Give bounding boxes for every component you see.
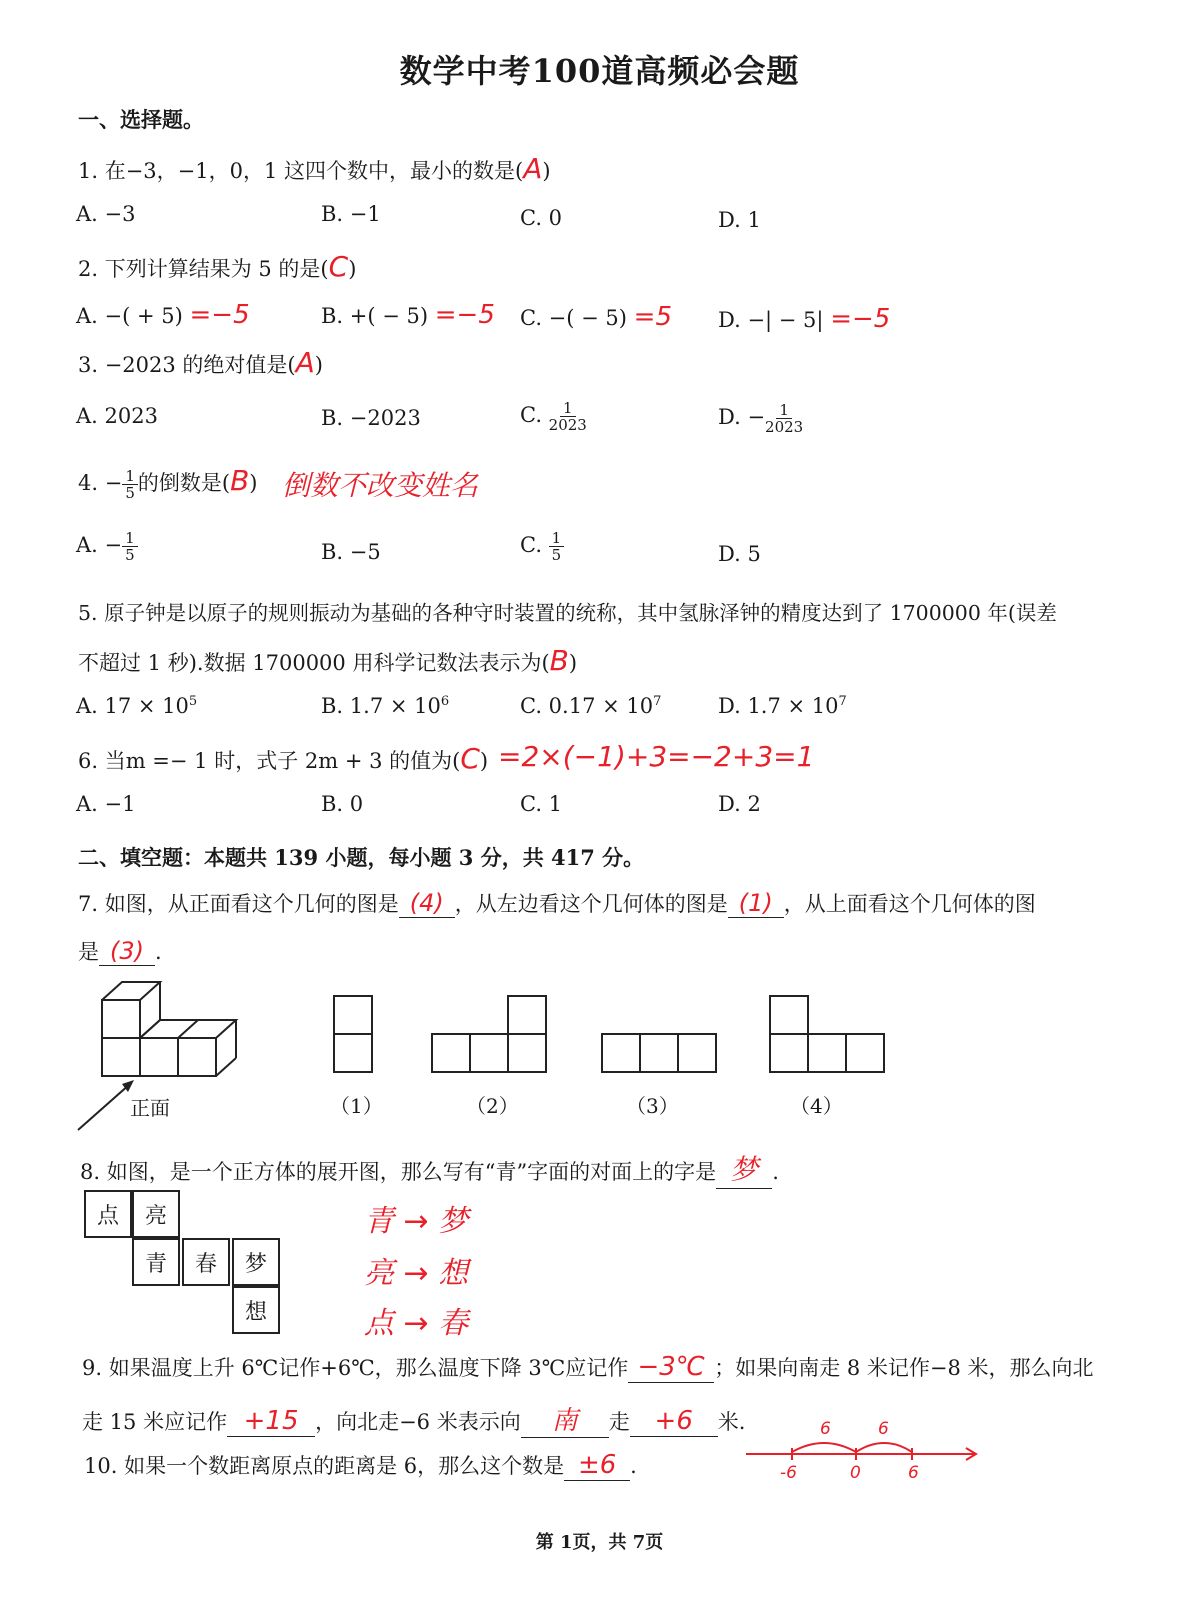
number-line (740, 1412, 990, 1484)
option-a: A. −( + 5) =−5 (76, 300, 250, 330)
handwritten-note: =−5 (434, 300, 495, 330)
question-stem: 3. −2023 的绝对值是( (78, 353, 296, 377)
option-c: C. 0 (520, 206, 563, 230)
section-heading-choice: 一、选择题。 (78, 107, 204, 132)
option-d: D. − $\frac{1}{2023}$ (718, 401, 804, 436)
handwritten-answer: C (460, 742, 480, 775)
handwritten-note: 青 → 梦 (364, 1204, 469, 1239)
handwritten-note: 倒数不改变姓名 (282, 469, 479, 502)
handwritten-answer: B (230, 464, 250, 497)
option-a: A. − $\frac{1}{5}$ (76, 530, 138, 563)
arc-label: 6 (878, 1419, 889, 1439)
question-1: 1. 在−3，−1，0，1 这四个数中，最小的数是(A) (78, 152, 551, 185)
option-a: A. $17 \times 10^5$ (76, 694, 198, 718)
page-footer: 第 1页，共 7页 (535, 1532, 664, 1553)
handwritten-note: =−5 (189, 300, 250, 330)
option-c: C. $0.17 \times 10^7$ (520, 694, 662, 718)
handwritten-answer: +15 (243, 1406, 299, 1436)
view-4 (768, 994, 888, 1074)
view-label-4: （4） (790, 1094, 843, 1118)
option-a: A. −3 (76, 202, 136, 226)
tick-label: 6 (908, 1463, 919, 1483)
view-label-1: （1） (330, 1094, 383, 1118)
option-b: B. −2023 (321, 406, 421, 430)
option-b: B. $1.7 \times 10^6$ (321, 694, 450, 718)
tick-label: 0 (850, 1463, 861, 1483)
option-c: C. 1 (520, 792, 563, 816)
question-4: 4. − $\frac{1}{5}$ 的倒数是(B) (78, 464, 258, 502)
option-b: B. −5 (321, 540, 381, 564)
handwritten-answer: ±6 (577, 1450, 617, 1480)
option-c: C. $\frac{1}{5}$ (520, 530, 564, 563)
option-c: C. $\frac{1}{2023}$ (520, 399, 587, 434)
handwritten-answer: (3) (110, 937, 144, 965)
view-1 (332, 994, 376, 1074)
option-d: D. 1 (718, 208, 761, 232)
question-9-line-2: 走 15 米应记作 +15 ，向北走−6 米表示向 南 走 +6 米. (82, 1400, 745, 1438)
handwritten-answer: B (549, 644, 569, 677)
question-2: 2. 下列计算结果为 5 的是(C) (78, 250, 357, 283)
handwritten-note: =5 (633, 302, 672, 332)
handwritten-answer: A (295, 346, 315, 379)
question-7-line-2: 是 (3) . (78, 937, 162, 965)
handwritten-answer: +6 (654, 1406, 693, 1436)
handwritten-answer: −3℃ (637, 1352, 705, 1382)
option-b: B. −1 (321, 202, 381, 226)
front-arrow (78, 1084, 130, 1130)
option-b: B. 0 (321, 792, 364, 816)
arc-label: 6 (820, 1419, 831, 1439)
view-3 (600, 1032, 720, 1074)
handwritten-answer: 南 (551, 1406, 578, 1436)
option-d: D. 5 (718, 542, 761, 566)
question-3: 3. −2023 的绝对值是(A) (78, 346, 323, 379)
question-9-line-1: 9. 如果温度上升 6℃记作+6℃，那么温度下降 3℃应记作 −3℃ ；如果向南走 8 米记作−8 米，那么向北 (82, 1352, 1094, 1382)
option-c: C. −( − 5) =5 (520, 302, 672, 332)
handwritten-answer: (1) (738, 889, 773, 917)
option-d: D. −| − 5| =−5 (718, 304, 891, 334)
handwritten-note: 亮 → 想 (364, 1256, 469, 1291)
question-10: 10. 如果一个数距离原点的距离是 6，那么这个数是 ±6 . (84, 1450, 637, 1480)
view-label-3: （3） (626, 1094, 679, 1118)
question-5-line-1: 5. 原子钟是以原子的规则振动为基础的各种守时装置的统称，其中氢脉泽钟的精度达到了 1700000 年(误差 (78, 601, 1057, 625)
question-6: 6. 当m =− 1 时，式子 2m + 3 的值为(C) (78, 742, 489, 775)
net-cell: 亮 (132, 1190, 180, 1238)
handwritten-answer: (4) (409, 889, 444, 917)
handwritten-note: 点 → 春 (364, 1306, 469, 1341)
handwritten-note: =−5 (830, 304, 891, 334)
option-b: B. +( − 5) =−5 (321, 300, 495, 330)
section-heading-fill: 二、填空题：本题共 139 小题，每小题 3 分，共 417 分。 (78, 845, 645, 870)
option-d: D. $1.7 \times 10^7$ (718, 694, 847, 718)
question-7-line-1: 7. 如图，从正面看这个几何的图是 (4) ，从左边看这个几何体的图是 (1) ，从上面看这个几何体的图 (78, 889, 1036, 917)
front-label: 正面 (130, 1096, 170, 1120)
view-2 (430, 994, 550, 1074)
net-cell: 青 (132, 1238, 180, 1286)
net-cell: 梦 (232, 1238, 280, 1286)
page-title: 数学中考100道高频必会题 (399, 52, 800, 90)
question-stem: 1. 在−3，−1，0，1 这四个数中，最小的数是( (78, 159, 524, 183)
question-5-line-2: 不超过 1 秒).数据 1700000 用科学记数法表示为(B) (78, 644, 578, 677)
option-a: A. 2023 (76, 404, 158, 428)
handwritten-answer: C (328, 250, 349, 283)
net-cell: 春 (182, 1238, 230, 1286)
option-a: A. −1 (76, 792, 136, 816)
handwritten-answer: 梦 (730, 1153, 759, 1186)
question-stem: 2. 下列计算结果为 5 的是( (78, 257, 329, 281)
tick-label: -6 (780, 1463, 797, 1483)
question-8: 8. 如图，是一个正方体的展开图，那么写有“青”字面的对面上的字是 梦 . (80, 1148, 779, 1189)
handwritten-note: =2×(−1)+3=−2+3=1 (498, 740, 815, 773)
option-d: D. 2 (718, 792, 761, 816)
net-cell: 点 (84, 1190, 132, 1238)
view-label-2: （2） (466, 1094, 519, 1118)
net-cell: 想 (232, 1286, 280, 1334)
handwritten-answer: A (523, 152, 543, 185)
